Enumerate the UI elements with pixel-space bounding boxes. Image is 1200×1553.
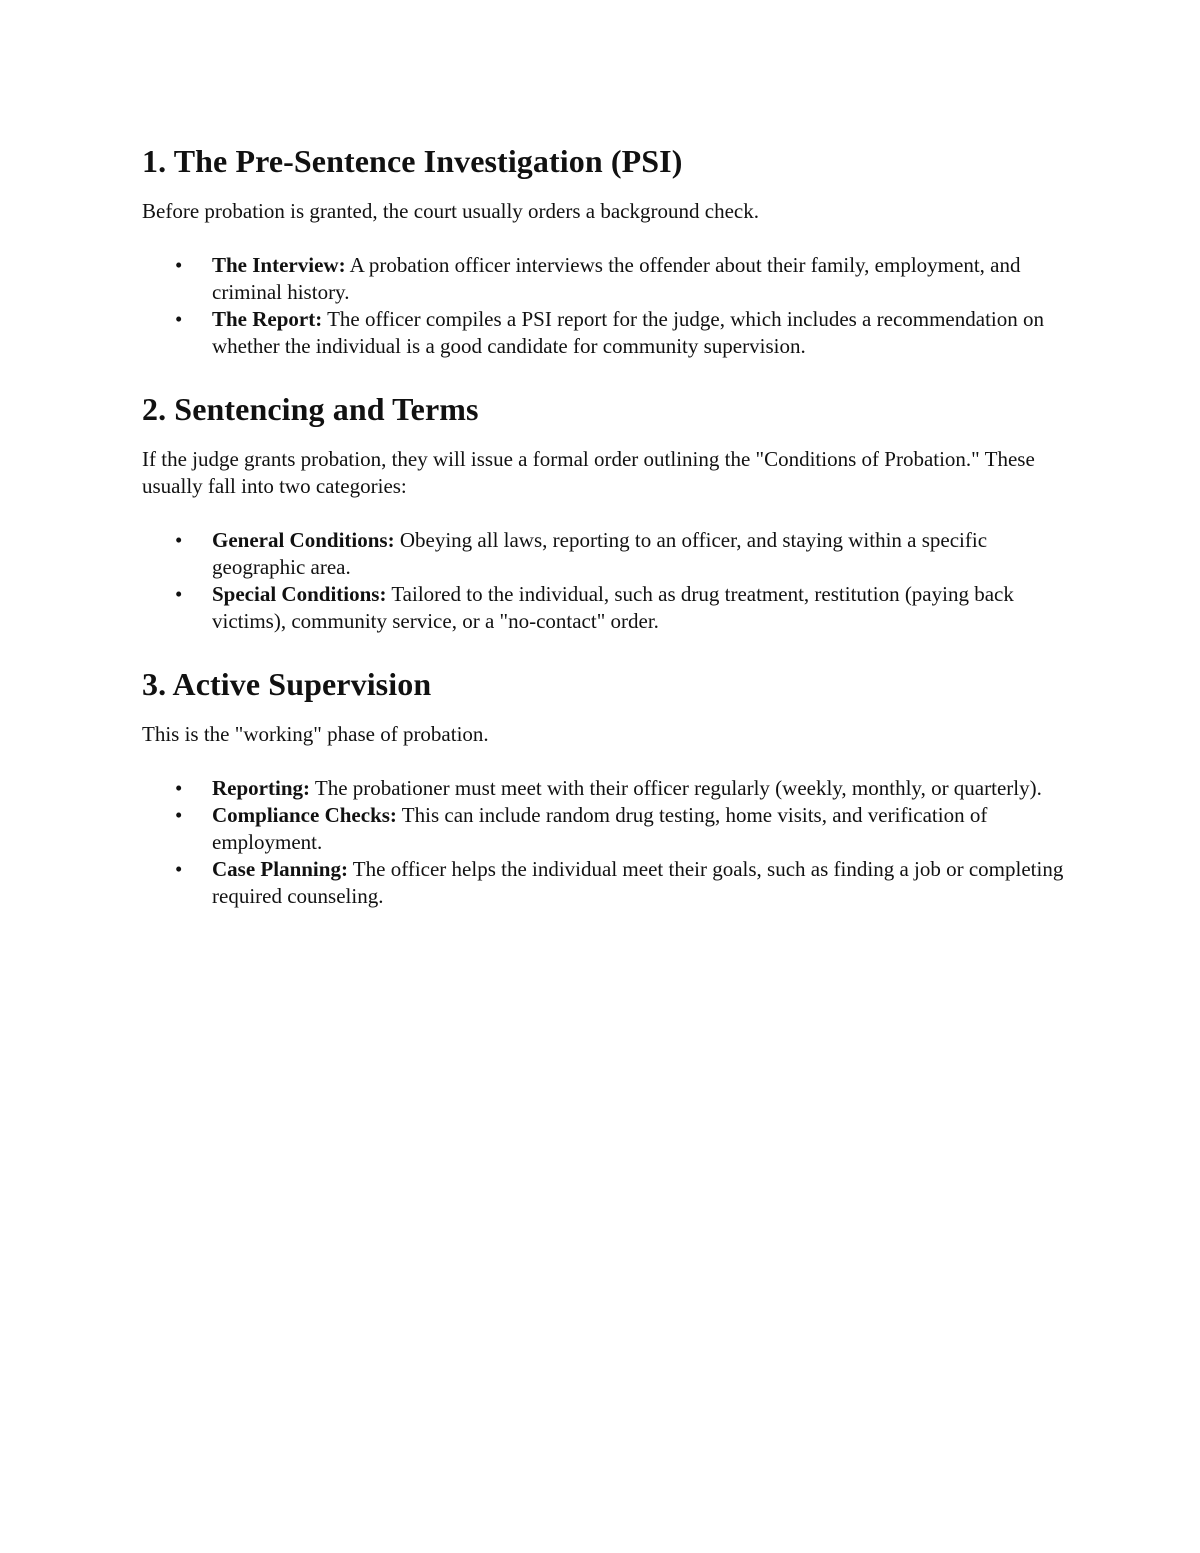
item-label: Reporting: — [212, 776, 310, 800]
bullet-icon: • — [175, 307, 183, 331]
list-item — [142, 581, 1082, 635]
item-label: The Report: — [212, 307, 323, 331]
bullet-icon: • — [175, 528, 183, 552]
section-intro: If the judge grants probation, they will issue a formal order outlining the "Conditions of Probation." These usually fall into two categories: — [142, 447, 1035, 498]
item-text: Tailored to the individual, such as drug treatment, restitution (paying back victims), community service, or a "no-contact" order. — [212, 582, 1014, 633]
bullet-icon: • — [175, 803, 183, 827]
bullet-icon: • — [175, 582, 183, 606]
item-label: The Interview: — [212, 253, 346, 277]
section-sentencing — [142, 386, 1082, 635]
item-text: Obeying all laws, reporting to an officer, and staying within a specific geographic area. — [212, 528, 988, 579]
section-heading: 1. The Pre-Sentence Investigation (PSI) — [142, 143, 683, 179]
list-item — [142, 856, 1082, 910]
bullet-list — [142, 527, 1082, 635]
section-heading: 2. Sentencing and Terms — [142, 391, 479, 427]
document-page — [142, 138, 1082, 936]
item-label: Compliance Checks: — [212, 803, 397, 827]
item-text: The officer compiles a PSI report for the judge, which includes a recommendation on whether the individual is a good candidate for community supervision. — [212, 307, 1044, 358]
item-text: The officer helps the individual meet their goals, such as finding a job or completing required counseling. — [212, 857, 1064, 908]
item-label: Case Planning: — [212, 857, 348, 881]
bullet-icon: • — [175, 776, 183, 800]
section-supervision — [142, 661, 1082, 910]
item-label: Special Conditions: — [212, 582, 387, 606]
bullet-icon: • — [175, 857, 183, 881]
item-label: General Conditions: — [212, 528, 395, 552]
item-text: This can include random drug testing, home visits, and verification of employment. — [212, 803, 988, 854]
list-item — [142, 252, 1082, 306]
bullet-list — [142, 775, 1082, 910]
section-heading: 3. Active Supervision — [142, 666, 432, 702]
list-item — [142, 802, 1082, 856]
list-item — [142, 775, 1082, 802]
item-text: A probation officer interviews the offender about their family, employment, and criminal history. — [212, 253, 1021, 304]
bullet-icon: • — [175, 253, 183, 277]
list-item — [142, 306, 1082, 360]
list-item — [142, 527, 1082, 581]
section-psi — [142, 138, 1082, 360]
section-intro: Before probation is granted, the court usually orders a background check. — [142, 199, 759, 223]
item-text: The probationer must meet with their officer regularly (weekly, monthly, or quarterly). — [310, 776, 1042, 800]
bullet-list — [142, 252, 1082, 360]
section-intro: This is the "working" phase of probation. — [142, 722, 489, 746]
